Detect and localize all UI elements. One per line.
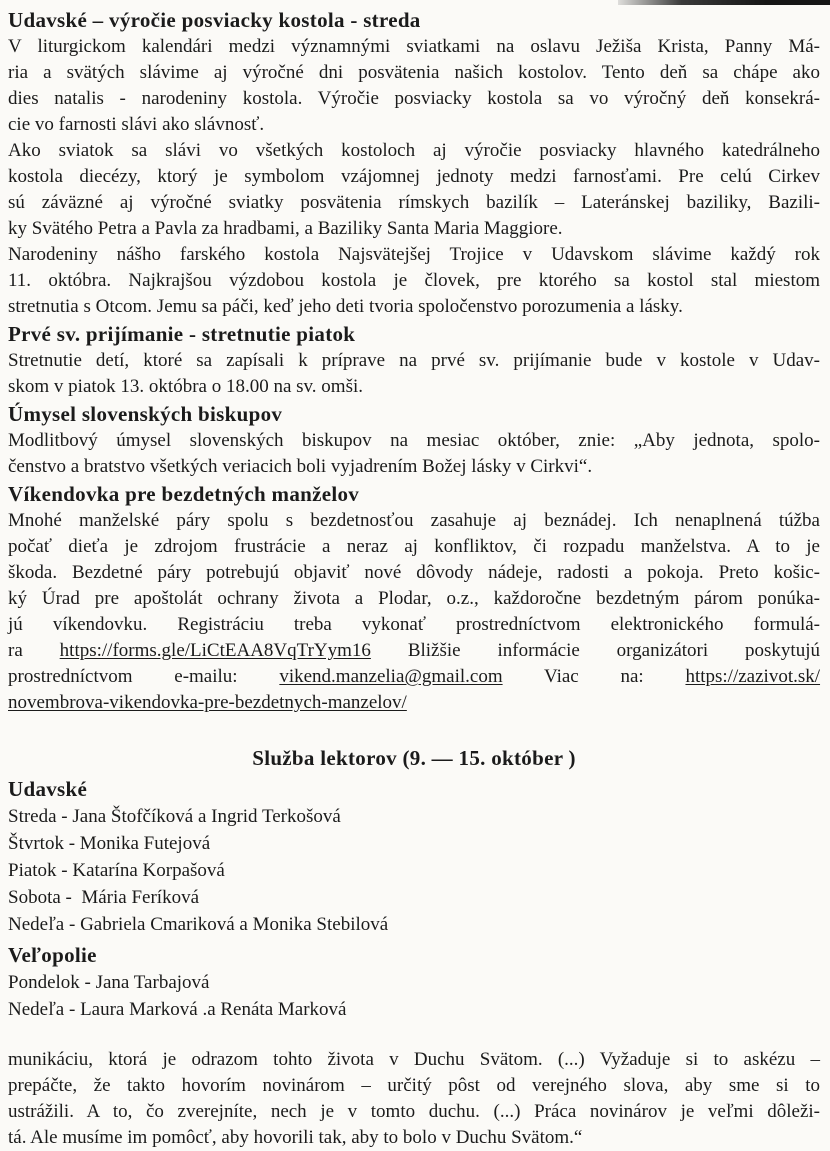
text-line: cie vo farnosti slávi ako slávnosť. (8, 114, 265, 135)
registration-form-link[interactable]: https://forms.gle/LiCtEAA8VqTrYym16 (59, 640, 371, 661)
paragraph (8, 34, 820, 138)
lectors-group-velopolie: Veľopolie (8, 943, 97, 967)
scan-artifact-bar (618, 0, 830, 5)
lectors-title: Služba lektorov (9. — 15. október ) (252, 746, 576, 770)
text-line (8, 690, 820, 716)
closing-paragraph (8, 1047, 820, 1151)
text-line: čenstvo a bratstvo všetkých veriacich boli vyjadrením Božej lásky v Cirkvi“. (8, 456, 593, 477)
text-segment: Viac na: (544, 666, 644, 687)
lectors-list-udavske (8, 803, 820, 938)
text-line: kostola diecézy, ktorý je symbolom vzájomnej jednoty medzi farnosťami. Pre celú Cirkev (8, 166, 820, 187)
text-line: dies natalis - narodeniny kostola. Výročie posviacky kostola sa vo výročný deň konsekrá- (8, 88, 820, 109)
text-line: jú víkendovku. Registráciu treba vykonať prostredníctvom elektronického formulá- (8, 614, 820, 635)
paragraph (8, 428, 820, 480)
text-line: 11. októbra. Najkrajšou výzdobou kostola je človek, pre ktorého sa kostol stal miestom (8, 270, 820, 291)
text-line (8, 664, 820, 690)
text-line: Narodeniny nášho farského kostola Najsvätejšej Trojice v Udavskom slávime každý rok (8, 244, 820, 265)
list-item: Štvrtok - Monika Futejová (8, 833, 211, 854)
section-heading-vyrocie-posviacky: Udavské – výročie posviacky kostola - streda (8, 8, 421, 32)
list-item: Piatok - Katarína Korpašová (8, 860, 225, 881)
text-line: munikáciu, ktorá je odrazom tohto života v Duchu Svätom. (...) Vyžaduje si to askézu – (8, 1049, 820, 1070)
list-item: Streda - Jana Štofčíková a Ingrid Terkošová (8, 806, 341, 827)
text-line: ria a svätých slávime aj výročné dni posvätenia našich kostolov. Tento deň sa chápe ako (8, 62, 820, 83)
section-heading-vikendovka: Víkendovka pre bezdetných manželov (8, 482, 360, 506)
text-line: Mnohé manželské páry spolu s bezdetnosťou zasahuje aj beznádej. Ich nenaplnená túžba (8, 510, 820, 531)
text-line: V liturgickom kalendári medzi významnými sviatkami na oslavu Ježiša Krista, Panny Má- (8, 36, 820, 57)
text-line: sú záväzné aj výročné sviatky posvätenia rímskych bazilík – Lateránskej baziliky, Bazili- (8, 192, 820, 213)
text-line: prepáčte, že takto hovorím novinárom – určitý pôst od verejného slova, aby sme si to (8, 1075, 820, 1096)
text-line: Ako sviatok sa slávi vo všetkých kostoloch aj výročie posviacky hlavného katedrálneho (8, 140, 820, 161)
paragraph (8, 242, 820, 320)
text-line: Stretnutie detí, ktoré sa zapísali k príprave na prvé sv. prijímanie bude v kostole v Udav- (8, 350, 820, 371)
zazivot-link-part1[interactable]: https://zazivot.sk/ (685, 666, 821, 687)
zazivot-link-part2[interactable]: novembrova-vikendovka-pre-bezdetnych-manzelov/ (8, 692, 407, 713)
text-line: ký Úrad pre apoštolát ochrany života a Plodar, o.z., každoročne bezdetným párom ponúka- (8, 588, 820, 609)
text-line: tá. Ale musíme im pomôcť, aby hovorili tak, aby to bolo v Duchu Svätom.“ (8, 1127, 583, 1148)
text-line: stretnutia s Otcom. Jemu sa páči, keď jeho deti tvoria spoločenstvo porozumenia a lásky. (8, 296, 683, 317)
paragraph (8, 138, 820, 242)
list-item: Nedeľa - Laura Marková .a Renáta Marková (8, 999, 347, 1020)
text-line (8, 638, 820, 664)
text-line: Modlitbový úmysel slovenských biskupov na mesiac október, znie: „Aby jednota, spolo- (8, 430, 820, 451)
section-heading-prve-prijimanie: Prvé sv. prijímanie - stretnutie piatok (8, 322, 356, 346)
lectors-list-velopolie (8, 969, 820, 1023)
contact-email-link[interactable]: vikend.manzelia@gmail.com (279, 666, 503, 687)
text-segment: Bližšie informácie organizátori poskytujú (407, 640, 820, 661)
text-segment: prostredníctvom e-mailu: (8, 666, 238, 687)
text-line: počať dieťa je zdrojom frustrácie a neraz aj konfliktov, či rozpadu manželstva. A to je (8, 536, 820, 557)
paragraph (8, 348, 820, 400)
text-line: skom v piatok 13. októbra o 18.00 na sv. omši. (8, 376, 363, 397)
list-item: Nedeľa - Gabriela Cmariková a Monika Stebilová (8, 914, 389, 935)
text-line: ky Svätého Petra a Pavla za hradbami, a Baziliky Santa Maria Maggiore. (8, 218, 563, 239)
paragraph (8, 508, 820, 716)
section-heading-umysel-biskupov: Úmysel slovenských biskupov (8, 402, 283, 426)
lectors-group-udavske: Udavské (8, 777, 88, 801)
list-item: Sobota - Mária Feríková (8, 887, 200, 908)
text-line: škoda. Bezdetné páry potrebujú objaviť nové dôvody nádeje, radosti a pokoja. Preto košic- (8, 562, 820, 583)
list-item: Pondelok - Jana Tarbajová (8, 972, 210, 993)
text-line: ustrážili. A to, čo zverejníte, nech je v tomto duchu. (...) Práca novinárov je veľmi dôleži- (8, 1101, 820, 1122)
text-segment: ra (8, 640, 23, 661)
